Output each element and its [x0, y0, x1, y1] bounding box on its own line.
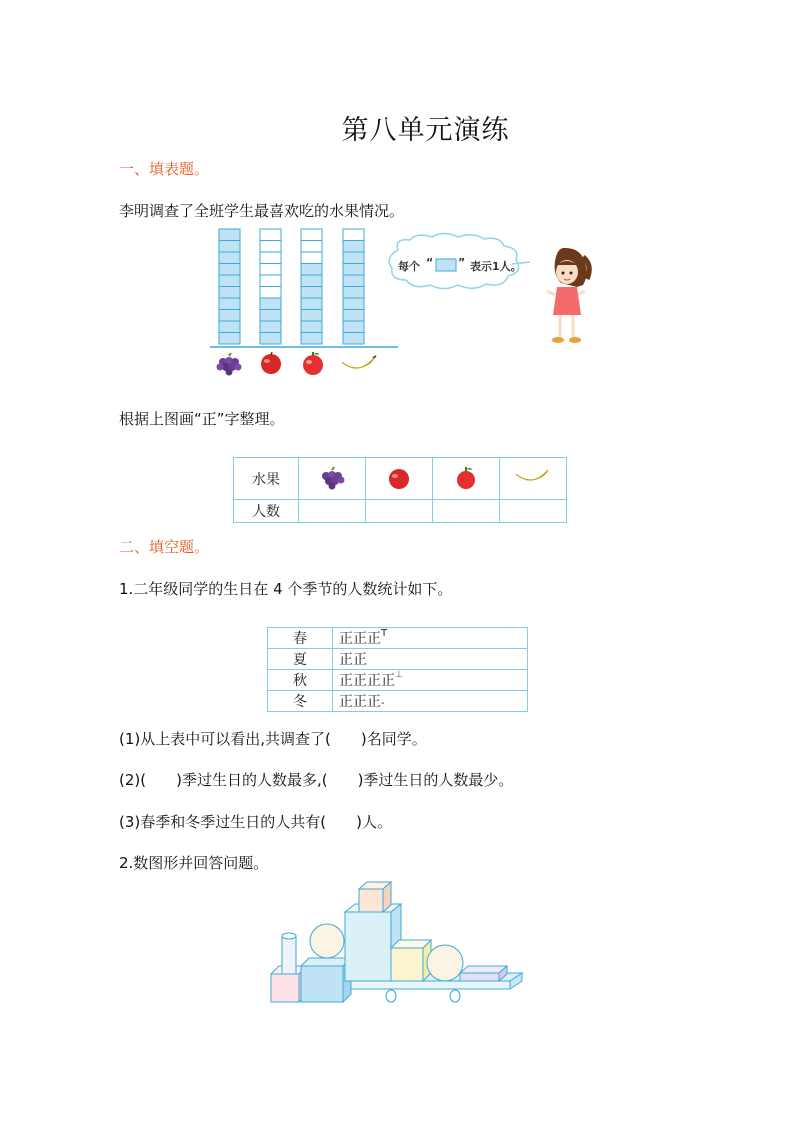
banana-icon	[342, 356, 376, 368]
tally-instruction: 根据上图画“正”字整理。	[119, 410, 285, 428]
pictograph-cell	[219, 298, 240, 310]
pictograph-cell	[301, 252, 322, 264]
tally-partial-mark: -	[381, 698, 385, 709]
pictograph-cell	[343, 333, 364, 345]
tally-marks: 正正正正	[339, 673, 395, 689]
pictograph-cell	[301, 321, 322, 333]
pictograph-cell	[219, 275, 240, 287]
apple-icon	[303, 352, 323, 375]
pictograph-cell	[260, 310, 281, 322]
girl-illustration	[533, 245, 593, 350]
fruit-cell-apple-2	[433, 458, 500, 500]
season-label: 夏	[268, 649, 333, 670]
tally-partial-mark: ⊥	[395, 670, 403, 680]
pictograph-cell	[260, 333, 281, 345]
pictograph-cell	[343, 252, 364, 264]
pictograph-cell	[260, 275, 281, 287]
pictograph-cell	[301, 229, 322, 241]
pictograph-cell	[260, 287, 281, 299]
pictograph-cell	[219, 264, 240, 276]
pictograph-cell	[260, 241, 281, 253]
row-label-fruit: 水果	[234, 458, 299, 500]
fruit-count-table	[233, 457, 567, 523]
apple-icon	[386, 466, 412, 492]
sub-question-3: (3)春季和冬季过生日的人共有( )人。	[119, 813, 392, 831]
pictograph-cell	[343, 321, 364, 333]
pictograph-cell	[343, 275, 364, 287]
pictograph-cell	[219, 333, 240, 345]
pictograph-cell	[219, 241, 240, 253]
pictograph-cell	[301, 310, 322, 322]
sub-question-2: (2)( )季过生日的人数最多,( )季过生日的人数最少。	[119, 771, 514, 789]
count-cell[interactable]	[366, 500, 433, 523]
pictograph-cell	[219, 310, 240, 322]
tally-marks: 正正正	[339, 631, 381, 647]
page-title: 第八单元演练	[341, 115, 510, 146]
tally-marks: 正正	[339, 652, 367, 668]
pictograph-cell	[301, 275, 322, 287]
sub-question-1: (1)从上表中可以看出,共调查了( )名同学。	[119, 730, 427, 748]
tally-partial-mark: T	[381, 628, 388, 639]
pictograph-cell	[343, 310, 364, 322]
pictograph-cell	[301, 298, 322, 310]
pictograph-cell	[219, 321, 240, 333]
fruit-cell-banana	[500, 458, 567, 500]
season-tally-table	[267, 627, 528, 712]
pictograph-cell	[343, 298, 364, 310]
pictograph-cell	[260, 298, 281, 310]
apple-icon	[261, 352, 281, 374]
pictograph-cell	[301, 287, 322, 299]
banana-icon	[513, 466, 553, 492]
legend-close-quote: ”	[458, 256, 466, 269]
pictograph-cell	[219, 252, 240, 264]
question-2: 2.数图形并回答问题。	[119, 854, 269, 872]
pictograph-cell	[260, 321, 281, 333]
question-intro: 李明调查了全班学生最喜欢吃的水果情况。	[119, 202, 405, 220]
pictograph-cell	[219, 287, 240, 299]
tally-cell	[333, 691, 528, 712]
pictograph-cell	[260, 229, 281, 241]
grapes-icon	[314, 466, 350, 492]
fruit-cell-grapes	[299, 458, 366, 500]
apple-icon	[453, 466, 479, 492]
shapes-illustration	[265, 878, 530, 1008]
pictograph-cell	[343, 287, 364, 299]
tally-cell	[333, 628, 528, 649]
legend-cell-icon	[436, 259, 456, 271]
tally-cell	[333, 670, 528, 691]
section-heading-fill-blank: 二、填空题。	[119, 538, 210, 556]
tally-cell	[333, 649, 528, 670]
pictograph-cell	[343, 241, 364, 253]
pictograph-cell	[301, 241, 322, 253]
fruit-cell-apple-1	[366, 458, 433, 500]
pictograph-cell	[301, 333, 322, 345]
pictograph-cell	[301, 264, 322, 276]
fruit-pictograph	[205, 224, 405, 384]
count-cell[interactable]	[500, 500, 567, 523]
season-label: 春	[268, 628, 333, 649]
legend-prefix: 每个	[398, 260, 420, 273]
pictograph-cell	[219, 229, 240, 241]
pictograph-cell	[343, 264, 364, 276]
pictograph-cell	[343, 229, 364, 241]
pictograph-cell	[260, 264, 281, 276]
grapes-icon	[217, 353, 242, 376]
season-label: 冬	[268, 691, 333, 712]
section-heading-fill-table: 一、填表题。	[119, 160, 210, 178]
legend-open-quote: “	[426, 256, 434, 269]
row-label-count: 人数	[234, 500, 299, 523]
question-1: 1.二年级同学的生日在 4 个季节的人数统计如下。	[119, 580, 453, 598]
legend-suffix: 表示1人。	[470, 260, 522, 273]
pictograph-cell	[260, 252, 281, 264]
count-cell[interactable]	[433, 500, 500, 523]
tally-marks: 正正正	[339, 694, 381, 710]
season-label: 秋	[268, 670, 333, 691]
count-cell[interactable]	[299, 500, 366, 523]
